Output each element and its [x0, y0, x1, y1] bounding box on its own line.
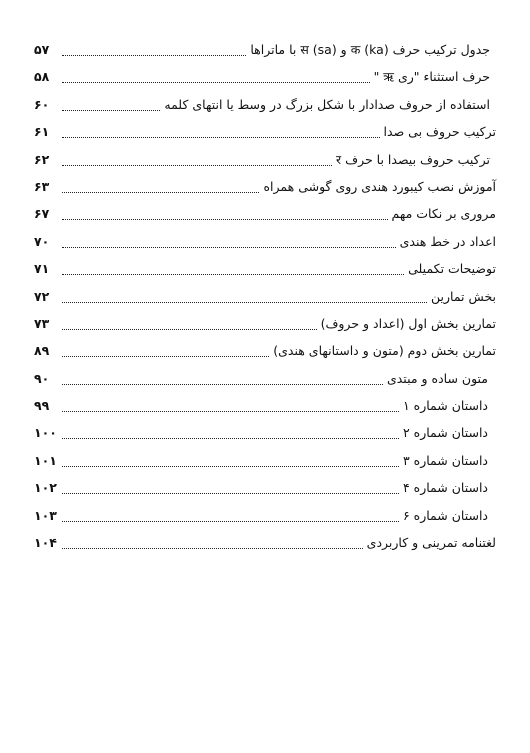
toc-entry-page-number: ۵۷	[34, 42, 50, 57]
toc-entry-page-number: ۱۰۱	[34, 452, 57, 468]
toc-entry[interactable]	[34, 449, 496, 476]
toc-entry[interactable]	[34, 38, 496, 65]
toc-dot-leader	[62, 72, 370, 83]
toc-entry[interactable]	[34, 312, 496, 339]
toc-entry[interactable]	[34, 504, 496, 531]
toc-dot-leader	[62, 401, 399, 412]
toc-entry-page-number: ۶۷	[34, 206, 50, 222]
toc-entry[interactable]	[34, 531, 496, 558]
toc-entry[interactable]	[34, 148, 496, 175]
toc-entry-page-number: ۶۰	[34, 96, 50, 112]
toc-dot-leader	[62, 346, 269, 357]
toc-dot-leader	[62, 45, 246, 56]
toc-entry-title: متون ساده و مبتدی	[386, 370, 488, 386]
toc-entry-title: داستان شماره ۴	[402, 480, 488, 496]
toc-entry-page-number: ۷۳	[34, 315, 50, 331]
toc-entry-page-number: ۱۰۰	[34, 425, 57, 441]
toc-entry[interactable]	[34, 421, 496, 448]
toc-dot-leader	[62, 264, 404, 275]
toc-entry-title: آموزش نصب کیبورد هندی روی گوشی همراه	[263, 178, 496, 194]
toc-entry-page-number: ۱۰۳	[34, 507, 57, 523]
toc-entry-page-number: ۵۸	[34, 69, 50, 85]
toc-dot-leader	[62, 374, 383, 385]
toc-dot-leader	[62, 237, 396, 248]
toc-dot-leader	[62, 511, 399, 522]
toc-entry-title: اعداد در خط هندی	[399, 233, 496, 249]
toc-entry-page-number: ۱۰۲	[34, 480, 57, 496]
toc-entry[interactable]	[34, 394, 496, 421]
toc-entry-title: تمارین بخش اول (اعداد و حروف)	[320, 315, 496, 331]
toc-dot-leader	[62, 100, 160, 111]
toc-entry-title: استفاده از حروف صدادار با شکل بزرگ در وسط یا انتهای کلمه	[164, 96, 490, 112]
toc-dot-leader	[62, 209, 388, 220]
toc-entry-page-number: ۶۲	[34, 151, 50, 167]
toc-entry-title: داستان شماره ۲	[402, 425, 488, 441]
toc-entry-page-number: ۶۳	[34, 178, 50, 194]
toc-entry-title: تمارین بخش دوم (متون و داستانهای هندی)	[273, 343, 496, 359]
toc-entry[interactable]	[34, 339, 496, 366]
toc-entry-title: توضیحات تکمیلی	[408, 261, 496, 277]
toc-entry-title: بخش تمارین	[430, 288, 496, 304]
toc-entry-page-number: ۸۹	[34, 343, 50, 359]
toc-entry[interactable]	[34, 93, 496, 120]
toc-entry-title: داستان شماره ۱	[402, 398, 488, 414]
toc-entry[interactable]	[34, 202, 496, 229]
toc-entry-title: لغتنامه تمرینی و کاربردی	[366, 535, 496, 551]
toc-entry-title: حرف استثناء "ری ऋ "	[373, 69, 490, 85]
toc-entry-page-number: ۹۰	[34, 370, 50, 386]
toc-dot-leader	[62, 428, 399, 439]
table-of-contents	[34, 38, 496, 558]
toc-dot-leader	[62, 456, 399, 467]
toc-dot-leader	[62, 292, 427, 303]
toc-entry-title: داستان شماره ۶	[402, 507, 488, 523]
toc-entry-page-number: ۷۲	[34, 288, 50, 304]
toc-entry[interactable]	[34, 230, 496, 257]
toc-dot-leader	[62, 319, 317, 330]
toc-entry-page-number: ۹۹	[34, 398, 50, 414]
toc-entry[interactable]	[34, 257, 496, 284]
toc-entry-title: ترکیب حروف بیصدا با حرف र	[336, 151, 490, 167]
toc-entry-page-number: ۷۱	[34, 261, 50, 277]
toc-entry-page-number: ۶۱	[34, 124, 50, 140]
toc-entry-title: داستان شماره ۳	[402, 452, 488, 468]
toc-entry-page-number: ۱۰۴	[34, 535, 57, 551]
toc-entry-title: ترکیب حروف بی صدا	[383, 124, 496, 140]
toc-dot-leader	[62, 155, 332, 166]
toc-entry[interactable]	[34, 476, 496, 503]
toc-entry[interactable]	[34, 120, 496, 147]
toc-dot-leader	[62, 182, 259, 193]
toc-entry[interactable]	[34, 285, 496, 312]
toc-entry[interactable]	[34, 367, 496, 394]
toc-entry[interactable]	[34, 65, 496, 92]
toc-dot-leader	[62, 127, 380, 138]
toc-entry-title: مروری بر نکات مهم	[391, 206, 496, 222]
toc-entry[interactable]	[34, 175, 496, 202]
toc-dot-leader	[62, 483, 399, 494]
toc-dot-leader	[62, 538, 363, 549]
toc-entry-page-number: ۷۰	[34, 233, 50, 249]
toc-entry-title: جدول ترکیب حرف क (ka) و स (sa) با ماتراها	[250, 42, 490, 57]
